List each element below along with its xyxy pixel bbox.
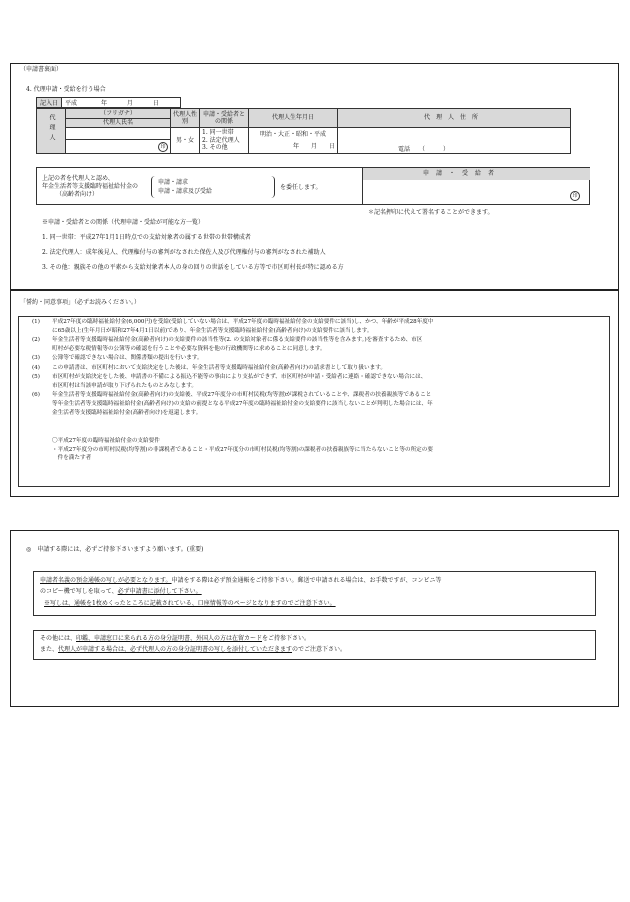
id-line2a: また、 — [40, 646, 59, 653]
signature-note: ＊記名押印に代えて署名することができます。 — [368, 209, 494, 216]
birth-field[interactable]: 明治・大正・昭和・平成 年 月 日 — [249, 128, 338, 154]
name-header: 代理人氏名 — [66, 119, 171, 128]
pledge-item-number: (1) — [32, 319, 40, 325]
entrust-line1: 上記の者を代理人と認め、 — [42, 175, 114, 182]
notice-title: ◎ 申請する際には、必ずご持参下さいますよう願います。(重要) — [26, 546, 204, 553]
passbook-line2: のコピー機で写しを取って、 — [40, 588, 118, 595]
side-label: 代理人 — [37, 109, 66, 154]
seal-icon: 印 — [158, 142, 168, 152]
notice-section — [10, 530, 619, 707]
entrust-option-2[interactable]: 申請・請求及び受給 — [158, 188, 213, 195]
relation-option-2[interactable]: 2. 法定代理人 — [202, 136, 240, 144]
pledge-item-text: 年金生活者等支援臨時福祉給付金(高齢者向け)の支給後、平成27年度分の市町村民税(均等割)が課税されていることや、課税者の扶養親族等であること — [52, 391, 432, 398]
pledge-item-number: (6) — [32, 391, 40, 398]
entrust-line2: 年金生活者等支援臨時福祉給付金の — [42, 183, 139, 190]
pledge-item-number: (2) — [32, 337, 40, 344]
representative-table — [36, 108, 571, 154]
address-header: 代理人住所 — [338, 109, 571, 128]
requirements-line: 件を満たす者 — [52, 455, 92, 461]
id-line1a: その他には、 — [40, 635, 77, 642]
relation-note: 1. 同一世帯：平成27年1月1日時点での支給対象者の属する世帯の世帯構成者 — [42, 234, 251, 241]
relation-options[interactable] — [200, 128, 249, 154]
requirements-title: 〇平成27年度の臨時福祉給付金の支給要件 — [52, 438, 160, 444]
pledge-item-text: 町村が必要な税情報等の公簿等の確認を行うことや必要な資料を他の行政機関等に求めることに同意します。 — [52, 346, 326, 353]
id-line1c: をご持参下さい。 — [262, 635, 311, 642]
pledge-item-number: (4) — [32, 364, 40, 371]
pledge-item-text: 金生活者等支援臨時福祉給付金(高齢者向け)を返還します。 — [52, 410, 202, 416]
date-field[interactable]: 平成 年 月 日 — [62, 98, 181, 108]
date-label: 記入日 — [37, 98, 62, 108]
relation-note: 2. 法定代理人：成年後見人、代理権付与の審判がなされた保佐人及び代理権付与の審判がなされた補助人 — [42, 249, 326, 256]
relation-note: 3. その他：親族その他の平素から支給対象者本人の身の回りの世話をしている方等で市区町村長が特に認める方 — [42, 264, 344, 271]
applicant-header: 申請・受給者 — [423, 170, 502, 177]
date-row — [36, 97, 181, 108]
relation-option-1[interactable]: 1. 同一世帯 — [202, 129, 234, 137]
relation-header: 申請・受給者との関係 — [200, 109, 249, 128]
pledge-item-text: 年金生活者等支援臨時福祉給付金(高齢者向け)の支給要件の該当性等(2. の支給対象者に係る支給要件の該当性等を含みます。)を審査するため、市区 — [52, 337, 423, 344]
entrust-line3: （高齢者向け） — [56, 191, 99, 198]
requirements-line: ・平成27年度分の市町村民税(均等割)の非課税者であること・平成27年度分の市町村民税(均等割)の課税者の扶養親族等に当たらないこと等の所定の要 — [52, 447, 433, 453]
pledge-item-text: 等年金生活者等支援臨時福祉給付金(高齢者向け)の支給の前提となる平成27年度の臨時福祉給付金の支給要件に該当しないことが判明した場合には、年 — [52, 400, 433, 407]
kana-input[interactable] — [66, 128, 171, 140]
back-label: （申請書裏面） — [20, 66, 63, 73]
relation-option-3[interactable]: 3. その他 — [202, 144, 228, 152]
relation-note-title: ※申請・受給者との関係（代理申請・受給が可能な方一覧） — [42, 219, 205, 226]
entrust-suffix: を委任します。 — [280, 184, 322, 191]
kana-header: （フリガナ） — [66, 109, 171, 119]
name-input[interactable] — [66, 140, 171, 154]
pledge-item-text: 市区町村が支給決定をした後、申請書の不備による振込不能等の事由により支払ができず、市区町村が申請・受給者に連絡・確認できない場合には、 — [52, 373, 427, 380]
passbook-attach: 必ず申請書に添付して下さい。 — [117, 588, 202, 595]
pledge-item-text: 平成27年度の臨時福祉給付金(6,000円)を受給(受給していない場合は、平成27年度の臨時福祉給付金の支給要件に該当)し、かつ、年齢が平成28年度中 — [52, 319, 434, 325]
birth-header: 代理人生年月日 — [249, 109, 338, 128]
id-items: 印鑑、申請窓口に来られる方の身分証明書、外国人の方は在留カード — [76, 635, 263, 642]
pledge-item-text: 市区町村は当該申請が取り下げられたものとみなします。 — [52, 382, 197, 389]
pledge-item-text: この申請書は、市区町村において支給決定をした後は、年金生活者等支援臨時福祉給付金(高齢者向け)の請求書として取り扱います。 — [52, 364, 386, 371]
gender-header: 代理人性別 — [171, 109, 200, 128]
gender-field[interactable]: 男・女 — [171, 128, 200, 154]
passbook-line1: 申請をする際は必ず預金通帳をご持参下さい。郵送で申請される場合は、お手数ですが、コンビニ等 — [171, 577, 442, 584]
address-field[interactable] — [338, 128, 571, 154]
passbook-required: 申請者名義の預金通帳の写しが必要となります。 — [40, 577, 172, 584]
phone-field[interactable]: 電話 （ ） — [398, 145, 450, 153]
proxy-id-required: 代理人が申請する場合は、必ず代理人の方の身分証明書の写しを添付していただきます — [58, 646, 293, 653]
applicant-signature-field[interactable] — [363, 181, 590, 205]
passbook-note: ※写しは、通帳を1枚めくったところに記載されている、口座情報等のページとなりますのでご注意下さい。 — [44, 600, 336, 607]
pledge-item-number: (3) — [32, 355, 40, 362]
pledge-item-text: 公簿等で確認できない場合は、関係書類の提出を行います。 — [52, 355, 203, 362]
applicant-seal-icon: 印 — [570, 191, 580, 201]
pledge-title: 「誓約・同意事項」（必ずお読みください。） — [20, 299, 141, 306]
entrust-option-1[interactable]: 申請・請求 — [158, 179, 189, 186]
section4-title: 4. 代理申請・受給を行う場合 — [26, 86, 106, 93]
pledge-item-number: (5) — [32, 373, 40, 380]
id-line2c: のでご注意下さい。 — [292, 646, 347, 653]
pledge-item-text: に65歳以上(生年月日が昭和27年4月1日以前)であり、年金生活者等支援臨時福祉給付金(高齢者向け)の支給要件に該当します。 — [52, 328, 373, 335]
